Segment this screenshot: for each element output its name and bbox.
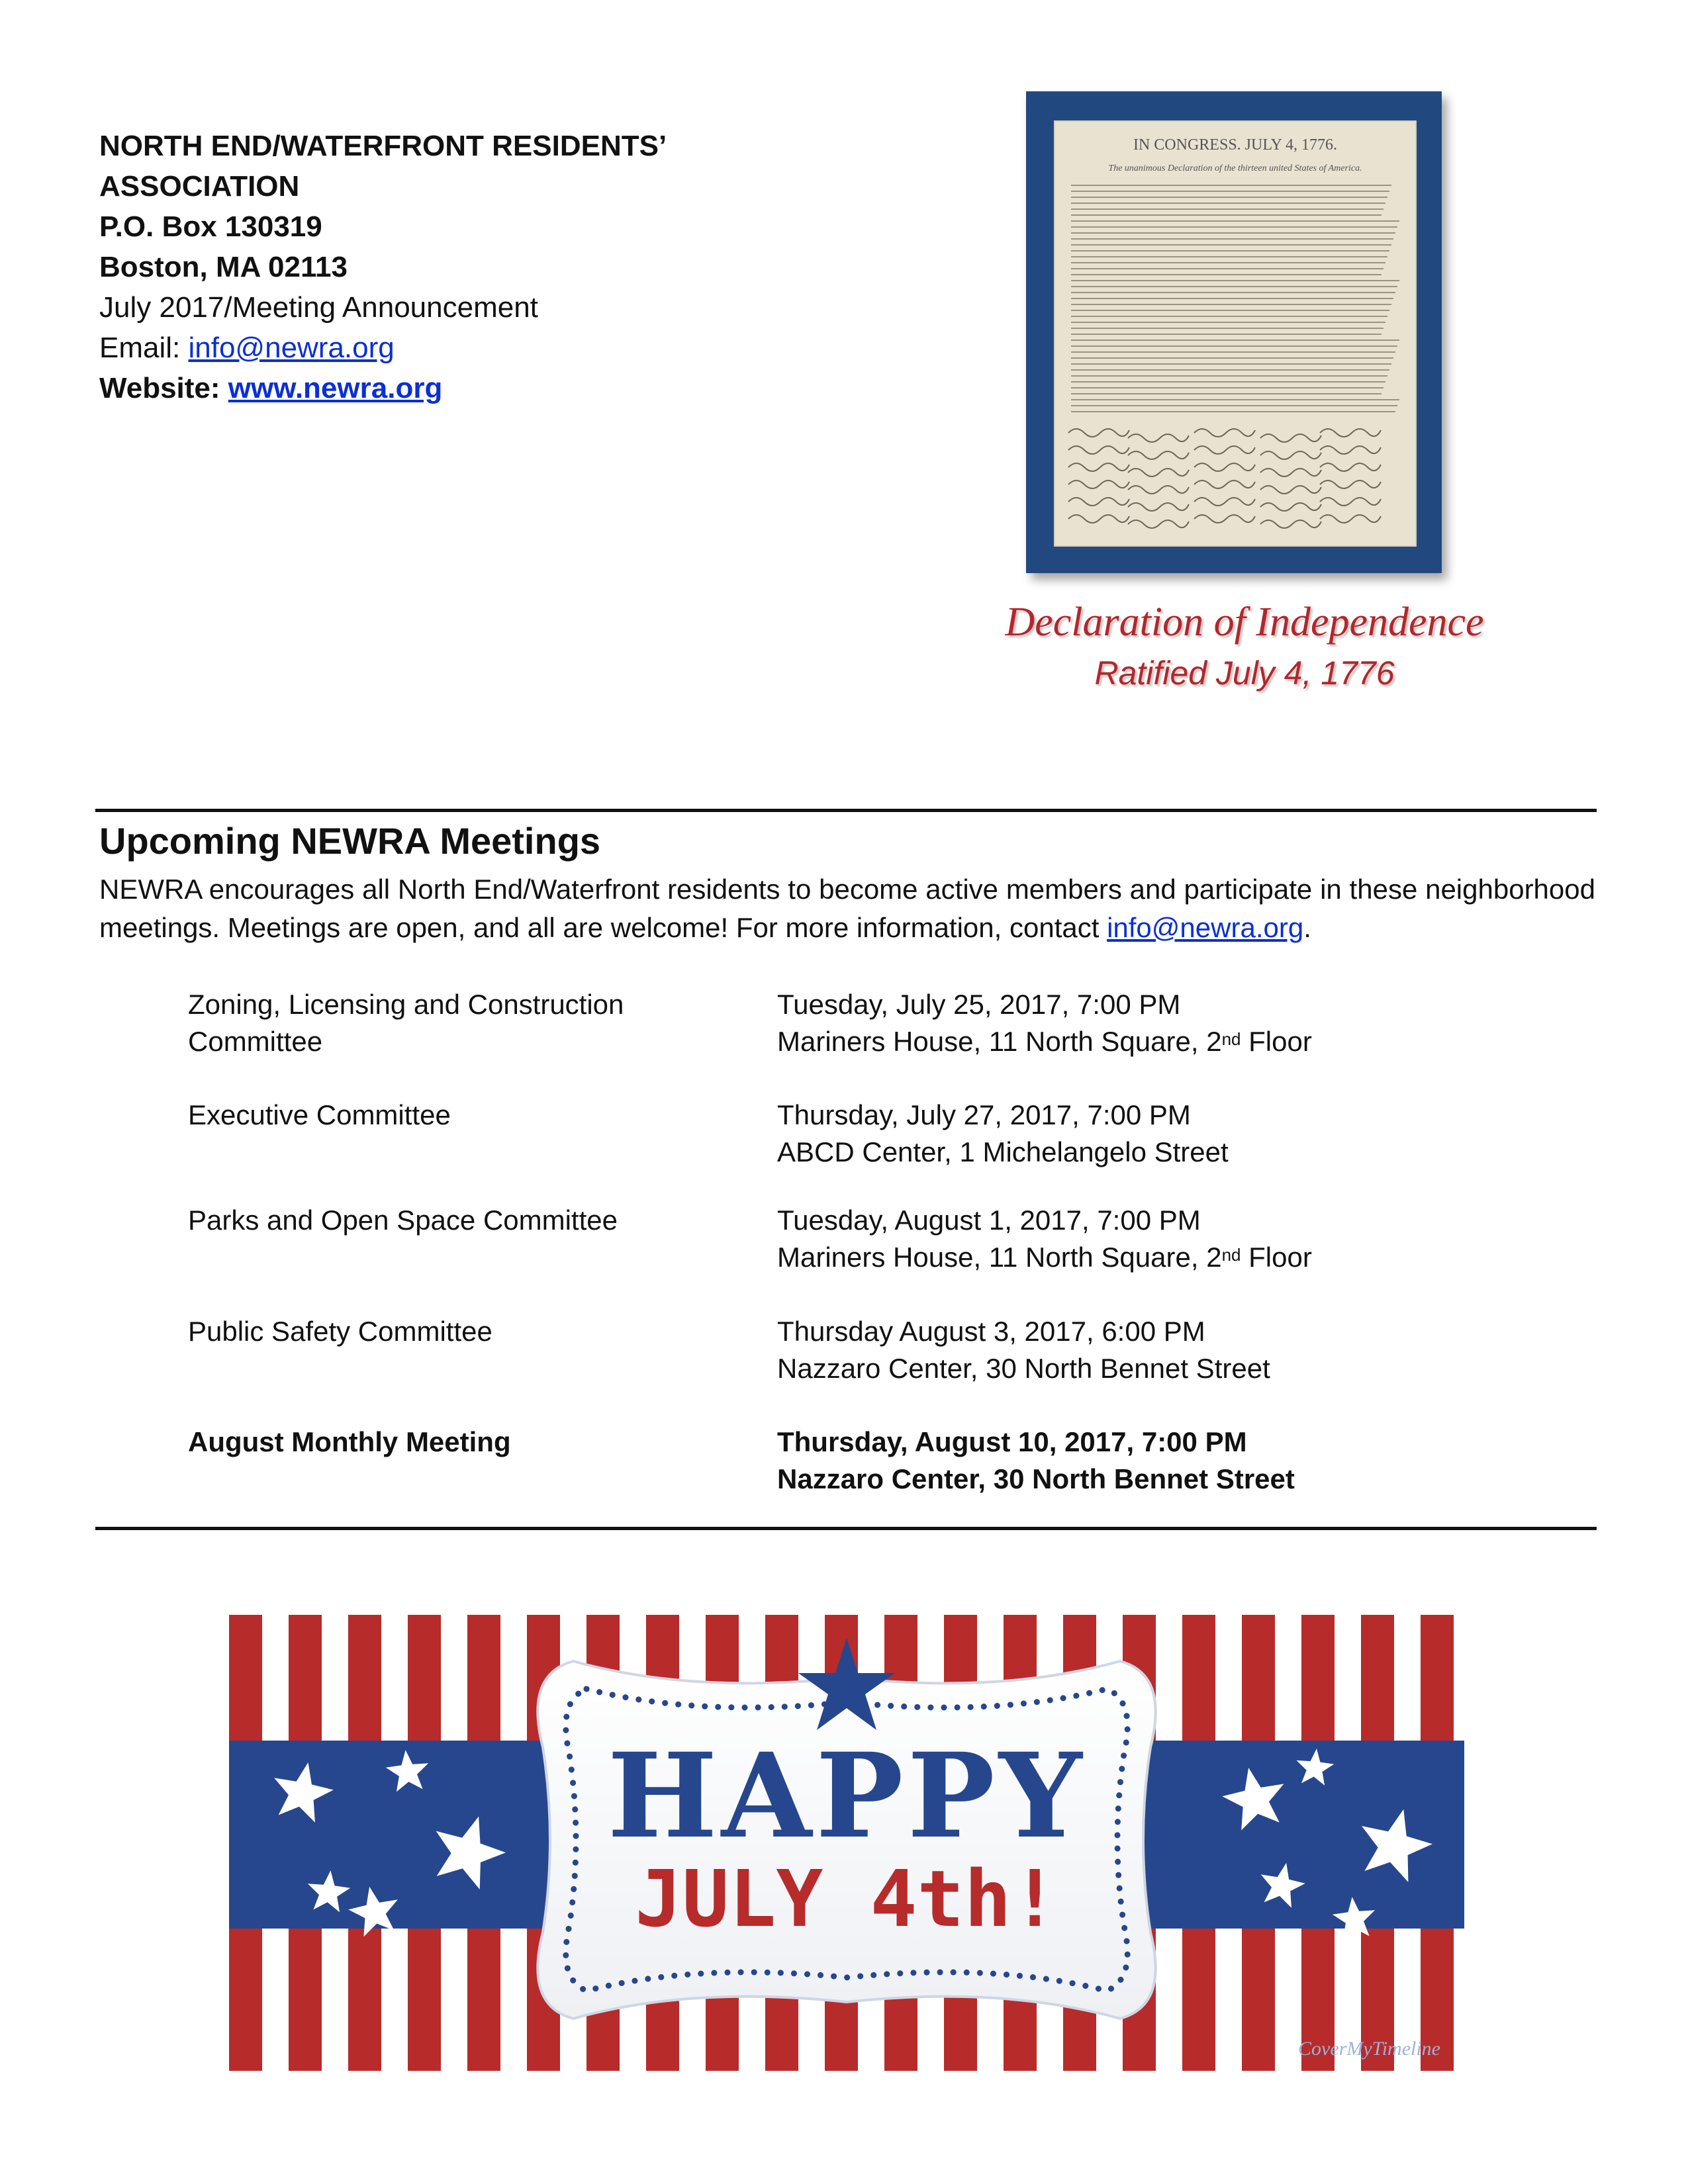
july-4th-banner-art — [229, 1615, 1464, 2071]
signature-scribble — [1128, 469, 1189, 477]
banner-watermark: CoverMyTimeline — [1298, 2038, 1440, 2060]
meeting-details — [777, 1202, 1571, 1276]
section-divider-bottom — [95, 1527, 1597, 1530]
signature-scribble — [1320, 480, 1381, 488]
signature-scribble — [1320, 498, 1381, 506]
meeting-name: Parks and Open Space Committee — [188, 1205, 618, 1236]
signature-scribble — [1260, 486, 1321, 494]
signature-scribble — [1068, 429, 1129, 437]
declaration-document-art — [1055, 122, 1415, 545]
meeting-name: August Monthly Meeting — [188, 1426, 511, 1457]
meeting-location — [777, 1023, 1571, 1060]
signature-scribble — [1194, 429, 1255, 437]
meeting-date: Thursday, August 10, 2017, 7:00 PM — [777, 1426, 1247, 1457]
org-name-line1: NORTH END/WATERFRONT RESIDENTS’ — [99, 130, 667, 162]
declaration-caption-title: Declaration of Independence — [1005, 600, 1484, 645]
signature-scribble — [1194, 515, 1255, 523]
meeting-details — [777, 1313, 1571, 1387]
signature-scribble — [1260, 469, 1321, 477]
meeting-location-floor: Floor — [1241, 1026, 1312, 1057]
meetings-intro-text: NEWRA encourages all North End/Waterfront residents to become active members and participate in these neighborhood meetings. Meetings are open, and all are welcome! For more information, contact — [99, 874, 1595, 943]
banner-july-text: JULY 4th! — [635, 1853, 1058, 1944]
signature-scribble — [1068, 463, 1129, 471]
meeting-details — [777, 986, 1571, 1060]
announcement-line: July 2017/Meeting Announcement — [99, 291, 538, 324]
meetings-contact-email-link[interactable]: info@newra.org — [1107, 912, 1304, 943]
signature-scribble — [1128, 434, 1189, 442]
website-link[interactable]: www.newra.org — [228, 372, 443, 404]
july-4th-banner — [229, 1615, 1464, 2071]
document-signatures — [1068, 429, 1381, 528]
meeting-location: ABCD Center, 1 Michelangelo Street — [777, 1136, 1229, 1167]
meeting-location: Nazzaro Center, 30 North Bennet Street — [777, 1353, 1270, 1384]
declaration-caption-date: Ratified July 4, 1776 — [1094, 655, 1395, 692]
organization-header — [99, 126, 695, 408]
meeting-name: Executive Committee — [188, 1099, 451, 1130]
meeting-location-text: Mariners House, 11 North Square, 2 — [777, 1242, 1222, 1273]
signature-scribble — [1068, 515, 1129, 523]
signature-scribble — [1194, 446, 1255, 454]
signature-scribble — [1068, 480, 1129, 488]
signature-scribble — [1260, 503, 1321, 511]
meeting-name: Public Safety Committee — [188, 1316, 492, 1347]
meeting-details — [777, 1424, 1571, 1498]
city-state-zip: Boston, MA 02113 — [99, 251, 348, 283]
meeting-location — [777, 1239, 1571, 1276]
meeting-location-text: Mariners House, 11 North Square, 2 — [777, 1026, 1222, 1057]
meeting-name — [188, 986, 718, 1060]
banner-happy-text: HAPPY — [607, 1727, 1086, 1864]
meeting-name-line2: Committee — [188, 1026, 323, 1057]
signature-scribble — [1320, 446, 1381, 454]
signature-scribble — [1320, 463, 1381, 471]
meeting-date: Tuesday, July 25, 2017, 7:00 PM — [777, 989, 1181, 1020]
signature-scribble — [1194, 498, 1255, 506]
signature-scribble — [1068, 446, 1129, 454]
signature-scribble — [1260, 520, 1321, 528]
org-name-line2: ASSOCIATION — [99, 170, 300, 203]
document-text-lines — [1071, 185, 1399, 412]
meeting-date: Tuesday, August 1, 2017, 7:00 PM — [777, 1205, 1201, 1236]
signature-scribble — [1194, 463, 1255, 471]
signature-scribble — [1128, 503, 1189, 511]
document-heading: IN CONGRESS. JULY 4, 1776. — [1133, 136, 1338, 154]
meeting-location: Nazzaro Center, 30 North Bennet Street — [777, 1463, 1295, 1494]
section-divider-top — [95, 809, 1597, 812]
signature-scribble — [1128, 486, 1189, 494]
signature-scribble — [1260, 434, 1321, 442]
email-label: Email: — [99, 332, 189, 364]
document-subheading: The unanimous Declaration of the thirteen united States of America. — [1108, 163, 1362, 173]
signature-scribble — [1068, 498, 1129, 506]
meeting-date: Thursday August 3, 2017, 6:00 PM — [777, 1316, 1205, 1347]
signature-scribble — [1128, 451, 1189, 459]
meetings-intro — [99, 870, 1595, 947]
signature-scribble — [1320, 429, 1381, 437]
email-line — [99, 328, 695, 368]
meeting-location-sup: nd — [1221, 1245, 1241, 1265]
declaration-document — [1054, 120, 1417, 547]
email-link[interactable]: info@newra.org — [188, 332, 395, 364]
meetings-intro-end: . — [1303, 912, 1311, 943]
signature-scribble — [1194, 480, 1255, 488]
meetings-title: Upcoming NEWRA Meetings — [99, 820, 601, 862]
declaration-image — [1026, 91, 1442, 573]
meeting-name-line1: Zoning, Licensing and Construction — [188, 989, 624, 1020]
signature-scribble — [1128, 520, 1189, 528]
meeting-details — [777, 1097, 1571, 1171]
website-line — [99, 368, 695, 408]
meeting-date: Thursday, July 27, 2017, 7:00 PM — [777, 1099, 1191, 1130]
signature-scribble — [1320, 515, 1381, 523]
signature-scribble — [1260, 451, 1321, 459]
website-label: Website: — [99, 372, 228, 404]
po-box: P.O. Box 130319 — [99, 210, 322, 243]
meeting-location-sup: nd — [1221, 1029, 1241, 1049]
meeting-location-floor: Floor — [1241, 1242, 1312, 1273]
